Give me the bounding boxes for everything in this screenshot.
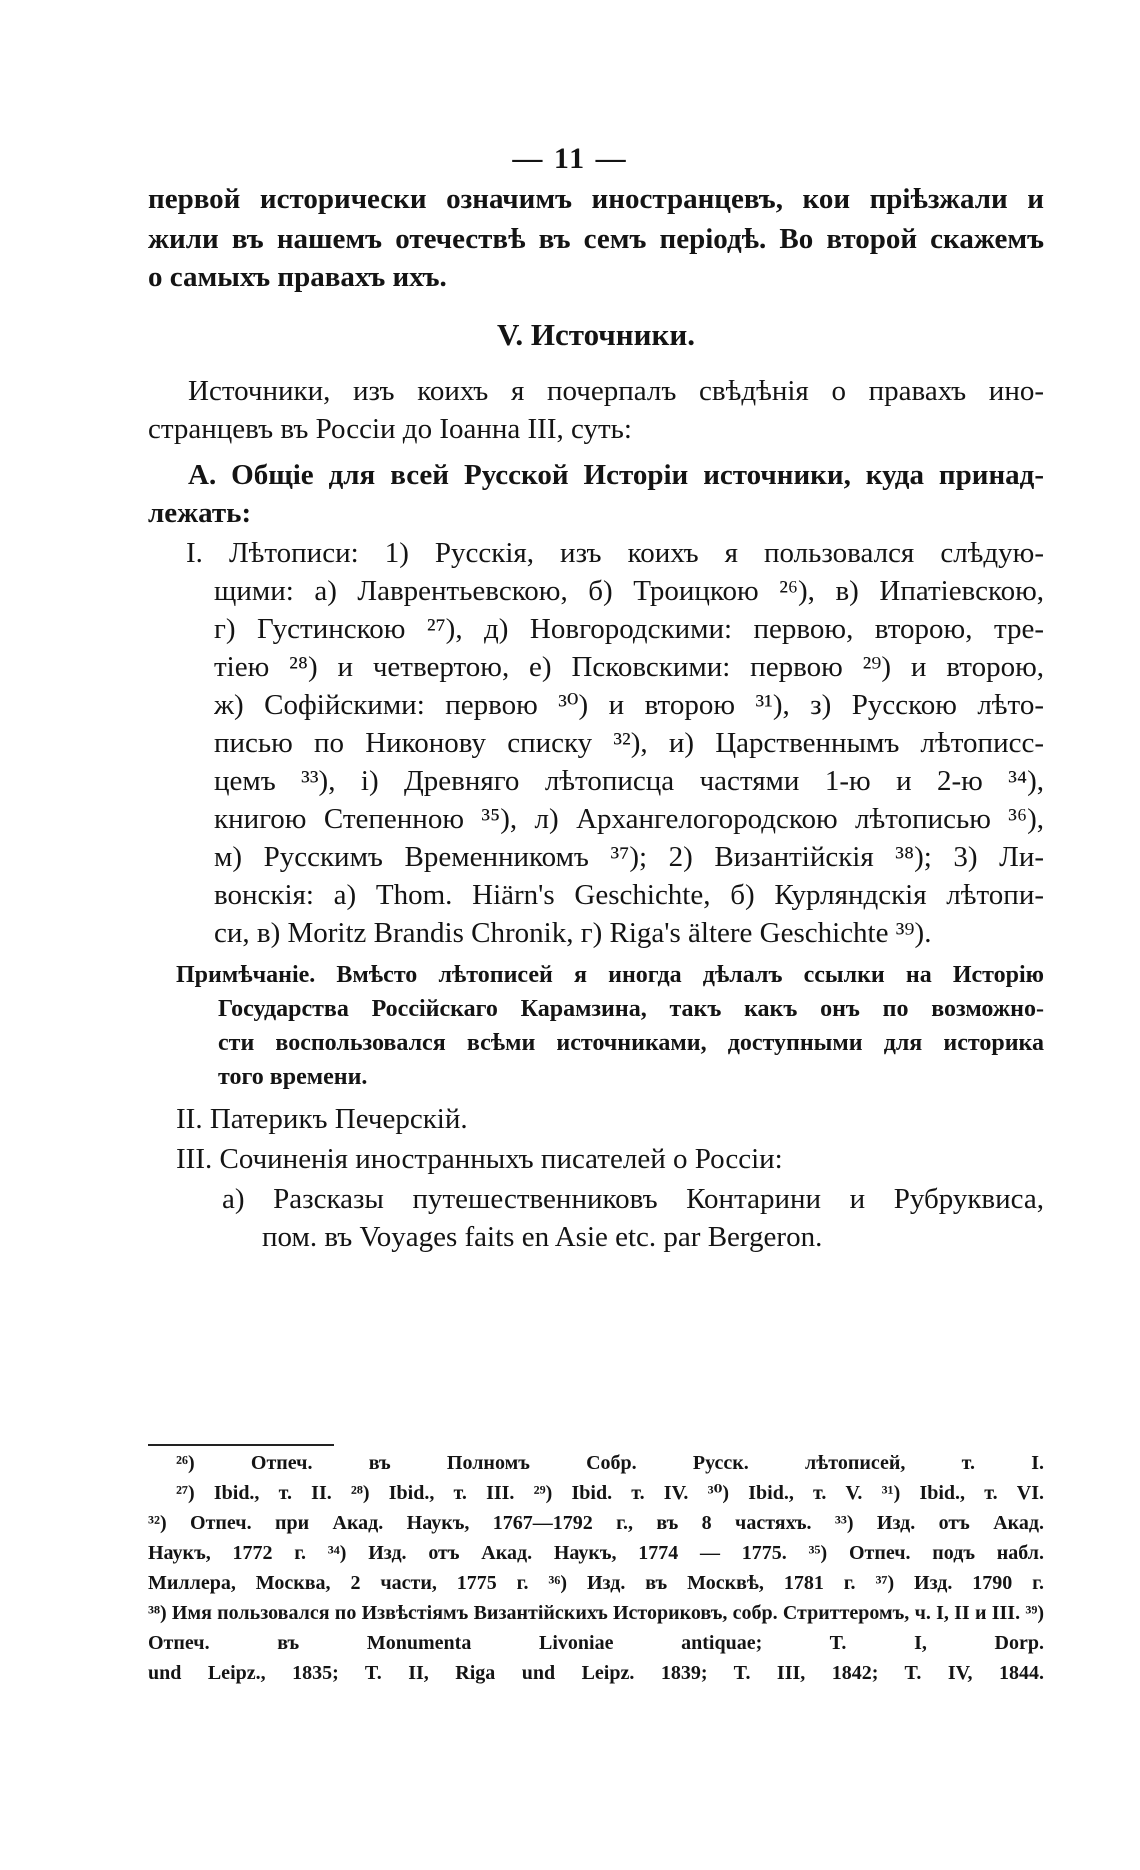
- item-iii-a-line: пом. въ Voyages faits en Asie etc. par Bergeron.: [262, 1221, 823, 1253]
- body-line: о самыхъ правахъ ихъ.: [148, 261, 447, 293]
- item-i-line: книгою Степенною ³⁵), л) Архангелогородскою лѣтописью ³⁶),: [214, 803, 1044, 835]
- running-head-page-number: — 11 —: [512, 142, 628, 175]
- footnote-line: ³²) Отпеч. при Акад. Наукъ, 1767—1792 г., въ 8 частяхъ. ³³) Изд. отъ Акад.: [148, 1512, 1044, 1534]
- section-heading: V. Источники.: [497, 317, 695, 352]
- item-i-line: I. Лѣтописи: 1) Русскія, изъ коихъ я пользовался слѣдую-: [186, 537, 1044, 569]
- item-i-line: писью по Никонову списку ³²), и) Царственнымъ лѣтописс-: [214, 727, 1044, 759]
- body-line: жили въ нашемъ отечествѣ въ семъ періодѣ. Во второй скажемъ: [148, 223, 1044, 255]
- item-i-line: вонскія: а) Thom. Hiärn's Geschichte, б) Курляндскія лѣтопи-: [214, 879, 1044, 911]
- intro-line: Источники, изъ коихъ я почерпалъ свѣдѣнія о правахъ ино-: [188, 375, 1044, 407]
- footnote-line: Миллера, Москва, 2 части, 1775 г. ³⁶) Изд. въ Москвѣ, 1781 г. ³⁷) Изд. 1790 г.: [148, 1572, 1044, 1594]
- item-iii: III. Сочиненія иностранныхъ писателей о Россіи:: [176, 1143, 783, 1175]
- item-ii: II. Патерикъ Печерскій.: [176, 1103, 468, 1135]
- item-i-line: щими: а) Лаврентьевскою, б) Троицкою ²⁶), в) Ипатіевскою,: [214, 575, 1044, 607]
- item-i-line: тіею ²⁸) и четвертою, е) Псковскими: первою ²⁹) и второю,: [214, 651, 1044, 683]
- footnote-line: ³⁸) Имя пользовался по Извѣстіямъ Византійскихъ Историковъ, собр. Стриттеромъ, ч. I, II и III. ³⁹) Отпеч. въ Monumenta Livoniae antiquae; T. I, Dorp.: [148, 1602, 1044, 1654]
- footnote-line: ²⁷) Ibid., т. II. ²⁸) Ibid., т. III. ²⁹) Ibid. т. IV. ³⁰) Ibid., т. V. ³¹) Ibid., т. VI.: [176, 1482, 1044, 1504]
- group-a-line: лежать:: [148, 497, 252, 529]
- item-i-line: г) Густинскою ²⁷), д) Новгородскими: первою, второю, тре-: [214, 613, 1044, 645]
- item-i-line: ж) Софійскими: первою ³⁰) и второю ³¹), з) Русскою лѣто-: [214, 689, 1044, 721]
- footnote-divider: [148, 1444, 334, 1446]
- remark-line: сти воспользовался всѣми источниками, доступными для историка: [218, 1030, 1044, 1056]
- remark-line: того времени.: [218, 1064, 368, 1090]
- item-iii-a-line: а) Разсказы путешественниковъ Контарини и Рубруквиса,: [222, 1183, 1044, 1215]
- group-a-line: A. Общіе для всей Русской Исторіи источники, куда принад-: [188, 459, 1044, 491]
- footnote-line: ²⁶) Отпеч. въ Полномъ Собр. Русск. лѣтописей, т. I.: [176, 1452, 1044, 1474]
- footnote-line: Наукъ, 1772 г. ³⁴) Изд. отъ Акад. Наукъ, 1774 — 1775. ³⁵) Отпеч. подъ набл.: [148, 1542, 1044, 1564]
- item-i-line: цемъ ³³), і) Древняго лѣтописца частями 1-ю и 2-ю ³⁴),: [214, 765, 1044, 797]
- body-line: первой исторически означимъ иностранцевъ, кои пріѣзжали и: [148, 183, 1044, 215]
- remark-line: Государства Россійскаго Карамзина, такъ какъ онъ по возможно-: [218, 996, 1044, 1022]
- item-i-line: м) Русскимъ Временникомъ ³⁷); 2) Византійскія ³⁸); 3) Ли-: [214, 841, 1044, 873]
- intro-line: странцевъ въ Россіи до Іоанна III, суть:: [148, 413, 632, 445]
- remark-line: Примѣчаніе. Вмѣсто лѣтописей я иногда дѣлалъ ссылки на Исторію: [176, 962, 1044, 988]
- item-i-line: си, в) Moritz Brandis Chronik, г) Riga's ältere Geschichte ³⁹).: [214, 917, 932, 949]
- footnote-line: und Leipz., 1835; T. II, Riga und Leipz. 1839; T. III, 1842; T. IV, 1844.: [148, 1662, 1044, 1684]
